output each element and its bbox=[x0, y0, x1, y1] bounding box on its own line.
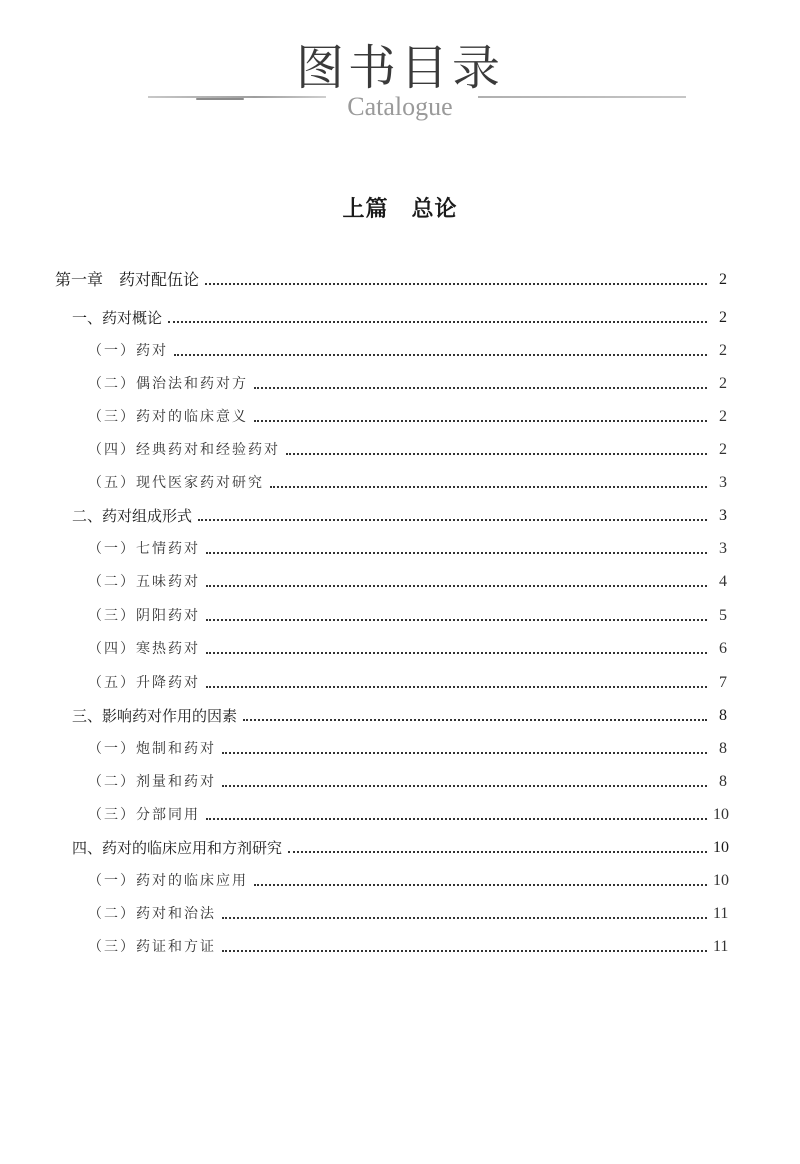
toc-label: （一）七情药对 bbox=[88, 541, 200, 557]
toc-entry-subsection[interactable] bbox=[88, 737, 727, 761]
dot-leader bbox=[206, 651, 707, 654]
dot-leader bbox=[198, 518, 707, 521]
catalogue-header bbox=[0, 0, 800, 150]
dot-leader bbox=[206, 685, 707, 688]
toc-page-number: 11 bbox=[713, 905, 729, 922]
dot-leader bbox=[254, 883, 707, 886]
dot-leader bbox=[206, 817, 707, 820]
dot-leader bbox=[243, 718, 707, 721]
dot-leader bbox=[174, 353, 707, 356]
toc-label: （一）药对的临床应用 bbox=[88, 873, 248, 889]
toc-label: （五）升降药对 bbox=[88, 675, 200, 691]
toc-label: （四）寒热药对 bbox=[88, 641, 200, 657]
dot-leader bbox=[206, 584, 707, 587]
toc-entry-chapter-1[interactable] bbox=[55, 268, 727, 292]
toc-page-number: 3 bbox=[719, 474, 727, 491]
toc-label: （二）剂量和药对 bbox=[88, 774, 216, 790]
dot-leader bbox=[205, 282, 707, 285]
toc-entry-subsection[interactable] bbox=[88, 935, 727, 959]
toc-label: 二、药对组成形式 bbox=[72, 507, 193, 525]
toc-page-number: 10 bbox=[713, 806, 729, 823]
toc-label: （二）药对和治法 bbox=[88, 906, 216, 922]
toc-entry-section[interactable] bbox=[72, 704, 727, 728]
toc-label: （二）五味药对 bbox=[88, 574, 200, 590]
toc-entry-subsection[interactable] bbox=[88, 803, 727, 827]
toc-entry-subsection[interactable] bbox=[88, 405, 727, 429]
toc-entry-subsection[interactable] bbox=[88, 869, 727, 893]
toc-entry-section[interactable] bbox=[72, 306, 727, 330]
toc-entry-subsection[interactable] bbox=[88, 537, 727, 561]
dot-leader bbox=[222, 784, 707, 787]
toc-entry-section[interactable] bbox=[72, 836, 727, 860]
toc-label: （三）药对的临床意义 bbox=[88, 409, 248, 425]
toc-page-number: 2 bbox=[719, 375, 727, 392]
dot-leader bbox=[286, 452, 707, 455]
toc-page-number: 8 bbox=[719, 707, 727, 724]
toc-page-number: 10 bbox=[713, 872, 729, 889]
toc-entry-section[interactable] bbox=[72, 504, 727, 528]
toc-label: 第一章 药对配伍论 bbox=[55, 270, 200, 289]
toc-label: （三）阴阳药对 bbox=[88, 608, 200, 624]
toc-entry-subsection[interactable] bbox=[88, 438, 727, 462]
catalogue-title: 图书目录 bbox=[295, 40, 504, 96]
toc-entry-subsection[interactable] bbox=[88, 604, 727, 628]
toc-entry-subsection[interactable] bbox=[88, 372, 727, 396]
dot-leader bbox=[206, 618, 707, 621]
dot-leader bbox=[206, 551, 707, 554]
toc-label: 四、药对的临床应用和方剂研究 bbox=[72, 839, 283, 857]
toc-label: （五）现代医家药对研究 bbox=[88, 475, 264, 491]
part-title: 上篇 总论 bbox=[342, 196, 458, 222]
toc-page-number: 5 bbox=[719, 607, 727, 624]
toc-page-number: 2 bbox=[719, 342, 727, 359]
dot-leader bbox=[254, 419, 707, 422]
toc-entry-subsection[interactable] bbox=[88, 637, 727, 661]
toc-label: 一、药对概论 bbox=[72, 309, 163, 327]
toc-page-number: 2 bbox=[719, 309, 727, 326]
toc-entry-subsection[interactable] bbox=[88, 770, 727, 794]
toc-page-number: 8 bbox=[719, 773, 727, 790]
toc-label: （一）炮制和药对 bbox=[88, 741, 216, 757]
toc-page-number: 4 bbox=[719, 573, 727, 590]
toc-label: （四）经典药对和经验药对 bbox=[88, 442, 280, 458]
toc-page-number: 8 bbox=[719, 740, 727, 757]
catalogue-subtitle: Catalogue bbox=[347, 92, 453, 121]
toc-page-number: 2 bbox=[719, 408, 727, 425]
toc-label: （一）药对 bbox=[88, 343, 168, 359]
toc-entry-subsection[interactable] bbox=[88, 902, 727, 926]
toc-page-number: 3 bbox=[719, 540, 727, 557]
toc-page-number: 6 bbox=[719, 640, 727, 657]
dot-leader bbox=[168, 320, 707, 323]
toc-page-number: 2 bbox=[719, 271, 727, 288]
dot-leader bbox=[222, 751, 707, 754]
dot-leader bbox=[222, 949, 707, 952]
toc-entry-subsection[interactable] bbox=[88, 339, 727, 363]
dot-leader bbox=[288, 850, 707, 853]
toc-page-number: 10 bbox=[713, 839, 729, 856]
toc-label: （三）分部同用 bbox=[88, 807, 200, 823]
toc-label: 三、影响药对作用的因素 bbox=[72, 707, 238, 725]
dot-leader bbox=[270, 485, 707, 488]
toc-entry-subsection[interactable] bbox=[88, 671, 727, 695]
toc-label: （二）偶治法和药对方 bbox=[88, 376, 248, 392]
toc-entry-subsection[interactable] bbox=[88, 471, 727, 495]
toc-page-number: 7 bbox=[719, 674, 727, 691]
dot-leader bbox=[222, 916, 707, 919]
toc-label: （三）药证和方证 bbox=[88, 939, 216, 955]
toc-page-number: 11 bbox=[713, 938, 729, 955]
toc-page-number: 3 bbox=[719, 507, 727, 524]
toc-page-number: 2 bbox=[719, 441, 727, 458]
dot-leader bbox=[254, 386, 707, 389]
toc-entry-subsection[interactable] bbox=[88, 570, 727, 594]
